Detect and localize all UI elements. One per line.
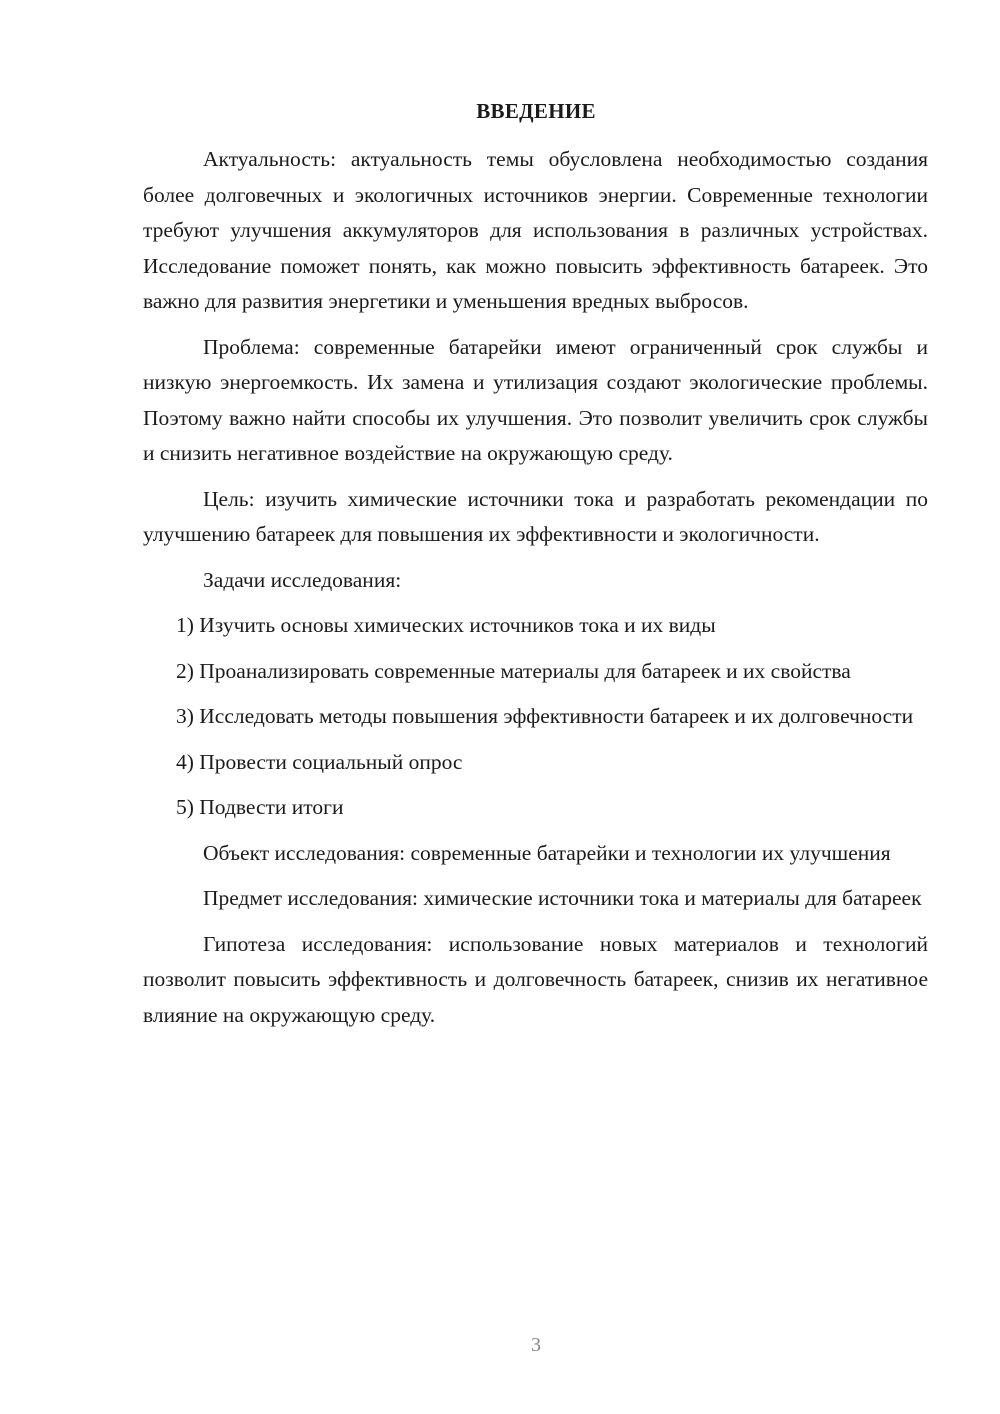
page-number: 3 [531,1334,541,1356]
paragraph-subject: Предмет исследования: химические источники тока и материалы для батареек [203,886,922,910]
task-item: 1) Изучить основы химических источников тока и их виды [176,613,716,637]
paragraph-object: Объект исследования: современные батарейки и технологии их улучшения [203,840,891,865]
paragraph-goal: Цель: изучить химические источники тока и разработать рекомендации по улучшению батареек для повышения их эффективности и экологичности. [143,486,928,546]
document-body [143,142,928,1033]
task-item: 3) Исследовать методы повышения эффективности батареек и их долговечности [176,704,914,728]
task-item: 5) Подвести итоги [176,795,344,819]
tasks-heading: Задачи исследования: [203,567,402,592]
paragraph-relevance: Актуальность: актуальность темы обусловлена необходимостью создания более долговечных и экологичных источников энергии. Современные технологии требуют улучшения аккумуляторов для использования в различных устройствах. Исследование поможет понять, как можно повысить эффективность батареек. Это важно для развития энергетики и уменьшения вредных выбросов. [143,147,928,313]
task-item: 2) Проанализировать современные материалы для батареек и их свойства [176,658,851,683]
paragraph-hypothesis: Гипотеза исследования: использование новых материалов и технологий позволит повысить эффективность и долговечность батареек, снизив их негативное влияние на окружающую среду. [143,931,928,1027]
paragraph-problem: Проблема: современные батарейки имеют ограниченный срок службы и низкую энергоемкость. Их замена и утилизация создают экологические проблемы. Поэтому важно найти способы их улучшения. Это позволит увеличить срок службы и снизить негативное воздействие на окружающую среду. [143,334,928,465]
task-item: 4) Провести социальный опрос [176,749,463,774]
page-title: ВВЕДЕНИЕ [476,99,596,123]
